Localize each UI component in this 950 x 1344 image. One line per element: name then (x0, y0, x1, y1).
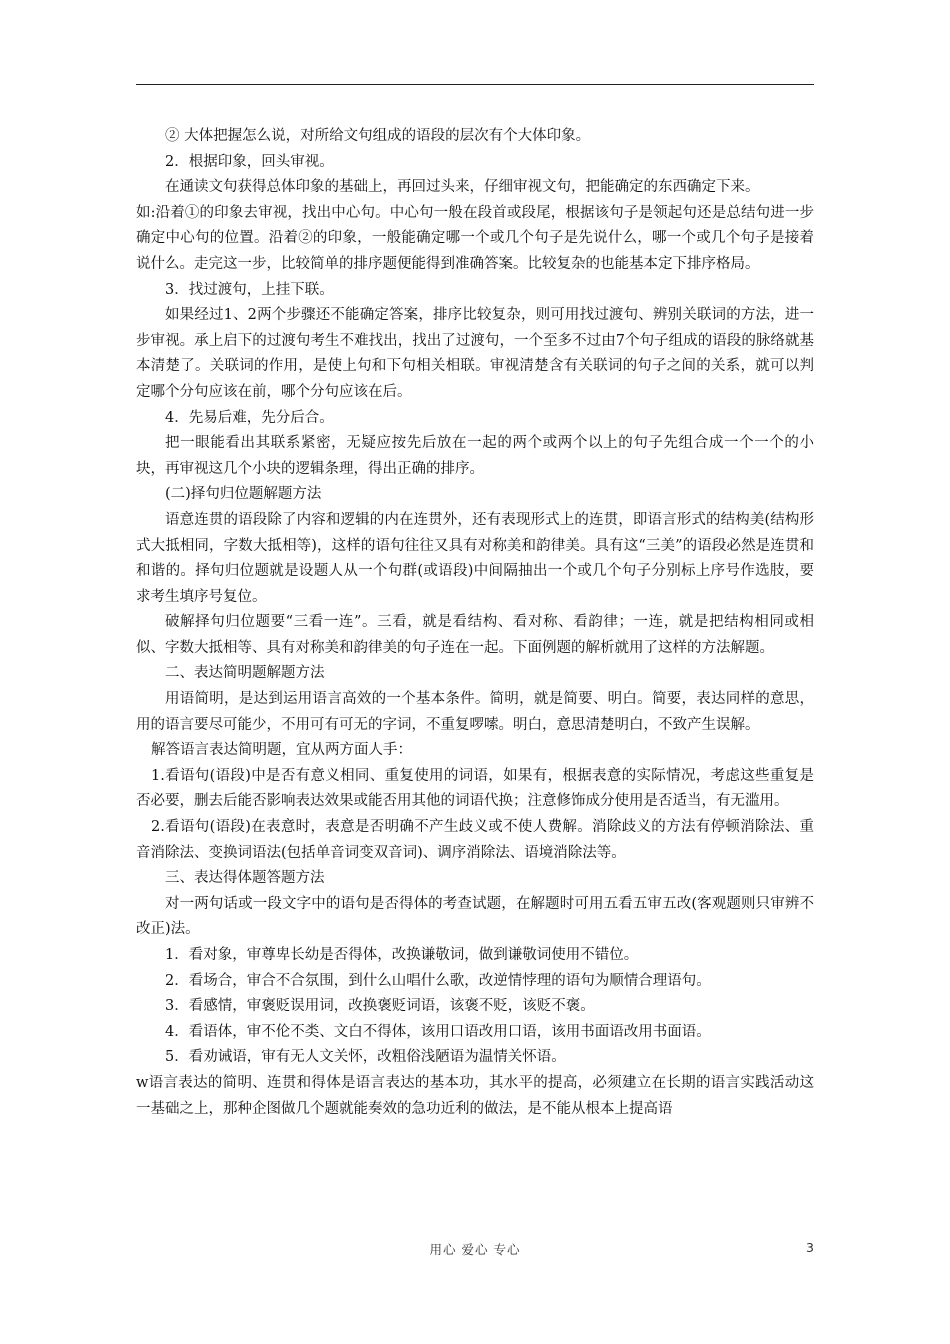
paragraph: 1．看对象，审尊卑长幼是否得体，改换谦敬词，做到谦敬词使用不错位。 (165, 947, 639, 963)
paragraph: 2．根据印象，回头审视。 (165, 153, 334, 170)
header-rule (136, 84, 814, 85)
paragraph: w语言表达的简明、连贯和得体是语言表达的基本功，其水平的提高，必须建立在长期的语言实践活动这一基础之上，那种企图做几个题就能奏效的急功近利的做法，是不能从根本上提高语 (136, 1074, 814, 1117)
footer-motto: 用心 爱心 专心 (429, 1242, 521, 1257)
paragraph: 1.看语句(语段)中是否有意义相同、重复使用的词语，如果有，根据表意的实际情况，考虑这些重复是否必要，删去后能否影响表达效果或能否用其他的词语代换；注意修饰成分使用是否适当，有无滥用。 (136, 767, 814, 810)
paragraph: 三、表达得体题答题方法 (165, 870, 325, 887)
paragraph: 对一两句话或一段文字中的语句是否得体的考查试题，在解题时可用五看五审五改(客观题则只审辨不改正)法。 (136, 895, 814, 938)
paragraph: 二、表达简明题解题方法 (165, 665, 325, 682)
paragraph: 4．看语体，审不伦不类、文白不得体，该用口语改用口语，该用书面语改用书面语。 (165, 1023, 711, 1040)
paragraph: ② 大体把握怎么说，对所给文句组成的语段的层次有个大体印象。 (165, 128, 591, 144)
paragraph: 2.看语句(语段)在表意时，表意是否明确不产生歧义或不使人费解。消除歧义的方法有停顿消除法、重音消除法、变换词语法(包括单音词变双音词)、调序消除法、语境消除法等。 (136, 819, 814, 861)
paragraph: 5．看劝诫语，审有无人文关怀，改粗俗浅陋语为温情关怀语。 (165, 1049, 566, 1066)
paragraph: 把一眼能看出其联系紧密，无疑应按先后放在一起的两个或两个以上的句子先组合成一个一个的小块，再审视这几个小块的逻辑条理，得出正确的排序。 (136, 435, 814, 477)
paragraph: (二)择句归位题解题方法 (165, 486, 322, 503)
paragraph: 3．找过渡句，上挂下联。 (165, 281, 334, 298)
paragraph: 如:沿着①的印象去审视，找出中心句。中心句一般在段首或段尾，根据该句子是领起句还是总结句进一步确定中心句的位置。沿着②的印象，一般能确定哪一个或几个句子是先说什么，哪一个或几个句子是接着说什么。走完这一步，比较简单的排序题便能得到准确答案。比较复杂的也能基本定下排序格局。 (136, 204, 814, 272)
paragraph: 用语简明，是达到运用语言高效的一个基本条件。简明，就是简要、明白。简要，表达同样的意思，用的语言要尽可能少，不用可有可无的字词，不重复啰嗦。明白，意思清楚明白，不致产生误解。 (136, 691, 814, 733)
paragraph: 在通读文句获得总体印象的基础上，再回过头来，仔细审视文句，把能确定的东西确定下来。 (165, 179, 760, 196)
paragraph: 解答语言表达简明题，宜从两方面人手： (151, 742, 412, 759)
paragraph: 破解择句归位题要“三看一连”。三看，就是看结构、看对称、看韵律；一连，就是把结构相同或相似、字数大抵相等、具有对称美和韵律美的句子连在一起。下面例题的解析就用了这样的方法解题。 (136, 614, 814, 656)
paragraph: 2．看场合，审合不合氛围，到什么山唱什么歌，改逆情悖理的语句为顺情合理语句。 (165, 972, 711, 989)
paragraph: 语意连贯的语段除了内容和逻辑的内在连贯外，还有表现形式上的连贯，即语言形式的结构美(结构形式大抵相同，字数大抵相等)，这样的语句往往又具有对称美和韵律美。具有这“三美”的语段必然是连贯和和谐的。择句归位题就是设题人从一个句群(或语段)中间隔抽出一个或几个句子分别标上序号作选肢，要求考生填序号复位。 (136, 511, 814, 605)
page-number: 3 (806, 1240, 814, 1255)
paragraph: 3．看感情，审褒贬误用词，改换褒贬词语，该褒不贬，该贬不褒。 (165, 998, 595, 1015)
paragraph: 如果经过1、2两个步骤还不能确定答案，排序比较复杂，则可用找过渡句、辨别关联词的方法，进一步审视。承上启下的过渡句考生不难找出，找出了过渡句，一个至多不过由7个句子组成的语段的脉络就基本清楚了。关联词的作用，是使上句和下句相关相联。审视清楚含有关联词的句子之间的关系，就可以判定哪个分句应该在前，哪个分句应该在后。 (136, 307, 814, 400)
document-body (136, 124, 814, 1122)
paragraph: 4．先易后难，先分后合。 (165, 409, 334, 426)
